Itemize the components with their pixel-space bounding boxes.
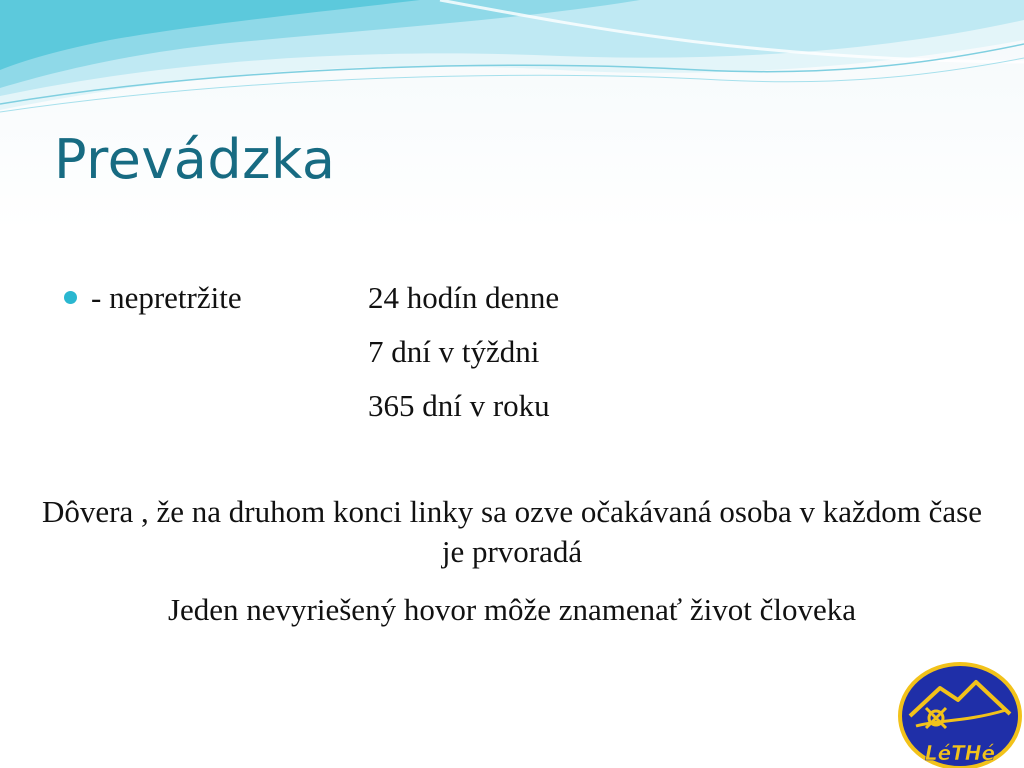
header-wave-decoration: [0, 0, 1024, 120]
unresolved-call-paragraph: Jeden nevyriešený hovor môže znamenať život človeka: [167, 592, 857, 627]
lethe-logo: [896, 660, 1024, 768]
bullet-value-year: 365 dní v roku: [368, 388, 550, 423]
bullet-value-days: 7 dní v týždni: [368, 334, 540, 369]
bullet-dot-icon: [64, 291, 77, 304]
slide-title: Prevádzka: [54, 128, 336, 191]
svg-text:LéTHé: LéTHé: [924, 741, 996, 765]
bullet-label: - nepretržite: [91, 280, 242, 315]
bullet-value-hours: 24 hodín denne: [368, 280, 560, 315]
trust-paragraph: Dôvera , že na druhom konci linky sa ozve očakávaná osoba v každom čase je prvoradá: [42, 494, 982, 569]
